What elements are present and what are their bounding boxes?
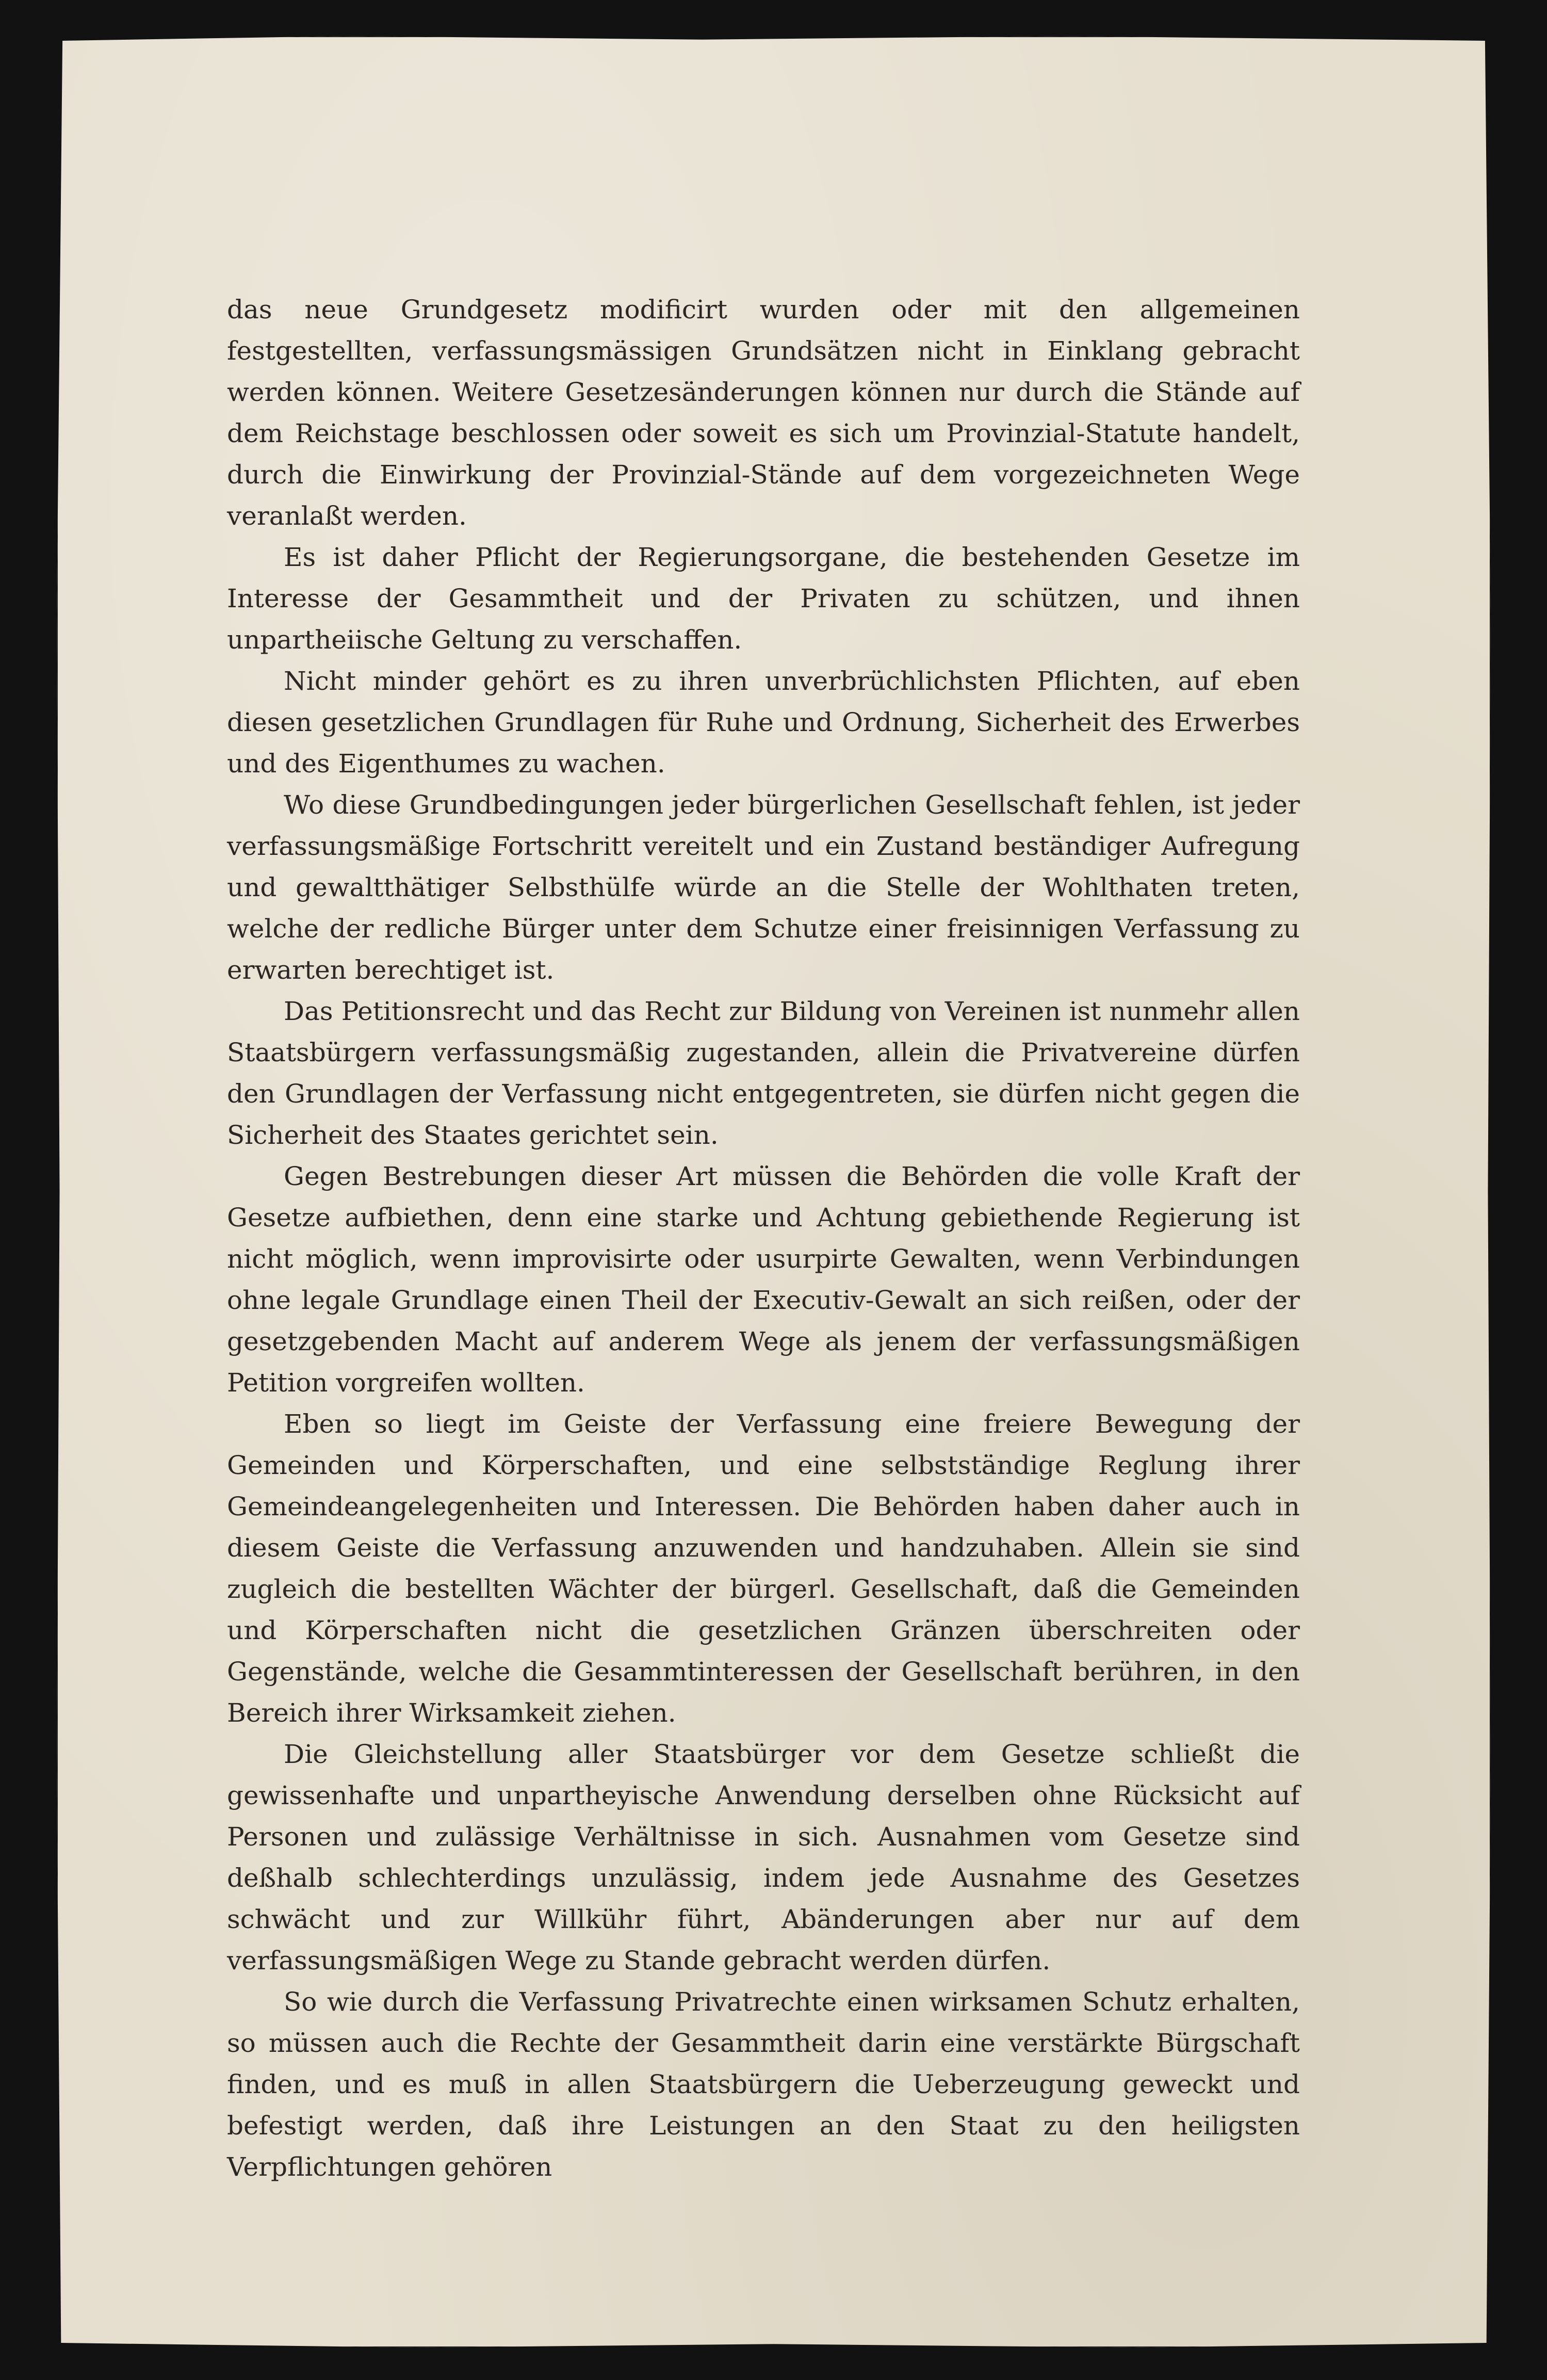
document-body xyxy=(227,289,1300,2188)
paragraph: Die Gleichstellung aller Staatsbürger vor dem Gesetze schließt die gewissenhafte und unpartheyische Anwendung derselben ohne Rücksicht auf Personen und zulässige Verhältnisse in sich. Ausnahmen vom Gesetze sind deßhalb schlechterdings unzulässig, indem jede Ausnahme des Gesetzes schwächt und zur Willkühr führt, Abänderungen aber nur auf dem verfassungsmäßigen Wege zu Stande gebracht werden dürfen. xyxy=(227,1739,1300,1976)
paragraph: Gegen Bestrebungen dieser Art müssen die Behörden die volle Kraft der Gesetze aufbiethen, denn eine starke und Achtung gebiethende Regierung ist nicht möglich, wenn improvisirte oder usurpirte Gewalten, wenn Verbindungen ohne legale Grundlage einen Theil der Executiv-Gewalt an sich reißen, oder der gesetzgebenden Macht auf anderem Wege als jenem der verfassungsmäßigen Petition vorgreifen wollten. xyxy=(227,1161,1300,1398)
paragraph: Das Petitionsrecht und das Recht zur Bildung von Vereinen ist nunmehr allen Staatsbürgern verfassungsmäßig zugestanden, allein die Privatvereine dürfen den Grundlagen der Verfassung nicht entgegentreten, sie dürfen nicht gegen die Sicherheit des Staates gerichtet sein. xyxy=(227,996,1300,1150)
paragraph: das neue Grundgesetz modificirt wurden oder mit den allgemeinen festgestellten, verfassungsmässigen Grundsätzen nicht in Einklang gebracht werden können. Weitere Gesetzesänderungen können nur durch die Stände auf dem Reichstage beschlossen oder soweit es sich um Provinzial-Statute handelt, durch die Einwirkung der Provinzial-Stände auf dem vorgezeichneten Wege veranlaßt werden. xyxy=(227,295,1300,531)
paragraph: Wo diese Grundbedingungen jeder bürgerlichen Gesellschaft fehlen, ist jeder verfassungsmäßige Fortschritt vereitelt und ein Zustand beständiger Aufregung und gewaltthätiger Selbsthülfe würde an die Stelle der Wohlthaten treten, welche der redliche Bürger unter dem Schutze einer freisinnigen Verfassung zu erwarten berechtiget ist. xyxy=(227,790,1300,985)
paragraph: Nicht minder gehört es zu ihren unverbrüchlichsten Pflichten, auf eben diesen gesetzlichen Grundlagen für Ruhe und Ordnung, Sicherheit des Erwerbes und des Eigenthumes zu wachen. xyxy=(227,666,1300,779)
paragraph: Es ist daher Pflicht der Regierungsorgane, die bestehenden Gesetze im Interesse der Gesammtheit und der Privaten zu schützen, und ihnen unpartheiische Geltung zu verschaffen. xyxy=(227,542,1300,655)
paragraph: So wie durch die Verfassung Privatrechte einen wirksamen Schutz erhalten, so müssen auch die Rechte der Gesammtheit darin eine verstärkte Bürgschaft finden, und es muß in allen Staatsbürgern die Ueberzeugung geweckt und befestigt werden, daß ihre Leistungen an den Staat zu den heiligsten Verpflichtungen gehören xyxy=(227,1987,1300,2182)
paragraph: Eben so liegt im Geiste der Verfassung eine freiere Bewegung der Gemeinden und Körperschaften, und eine selbstständige Reglung ihrer Gemeindeangelegenheiten und Interessen. Die Behörden haben daher auch in diesem Geiste die Verfassung anzuwenden und handzuhaben. Allein sie sind zugleich die bestellten Wächter der bürgerl. Gesellschaft, daß die Gemeinden und Körperschaften nicht die gesetzlichen Gränzen überschreiten oder Gegenstände, welche die Gesammtinteressen der Gesellschaft berühren, in den Bereich ihrer Wirksamkeit ziehen. xyxy=(227,1409,1300,1728)
